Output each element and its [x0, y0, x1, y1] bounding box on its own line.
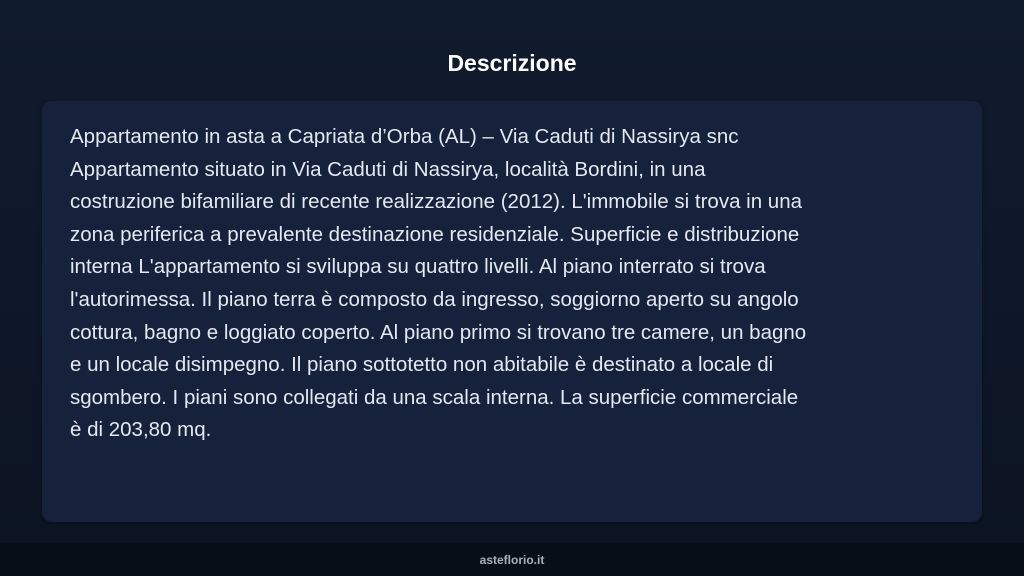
footer [0, 543, 1024, 576]
page-title: Descrizione [447, 50, 577, 76]
description-card [42, 101, 982, 522]
description-line: cottura, bagno e loggiato coperto. Al piano primo si trovano tre camere, un bagno [70, 320, 807, 344]
description-line: zona periferica a prevalente destinazione residenziale. Superficie e distribuzione [70, 222, 800, 246]
description-line: Appartamento in asta a Capriata d’Orba (AL) – Via Caduti di Nassirya snc [70, 125, 739, 148]
description-line: sgombero. I piani sono collegati da una scala interna. La superficie commerciale [70, 385, 799, 409]
description-line: Appartamento situato in Via Caduti di Nassirya, località Bordini, in una [70, 157, 706, 181]
description-line: e un locale disimpegno. Il piano sottotetto non abitabile è destinato a locale di [70, 353, 774, 377]
footer-site-name: asteflorio.it [479, 553, 545, 567]
description-line: l'autorimessa. Il piano terra è composto da ingresso, soggiorno aperto su angolo [70, 287, 799, 311]
description-line: è di 203,80 mq. [70, 418, 212, 442]
description-text [70, 121, 970, 447]
description-line: interna L'appartamento si sviluppa su quattro livelli. Al piano interrato si trova [70, 255, 766, 279]
description-line: costruzione bifamiliare di recente realizzazione (2012). L'immobile si trova in una [70, 190, 803, 214]
